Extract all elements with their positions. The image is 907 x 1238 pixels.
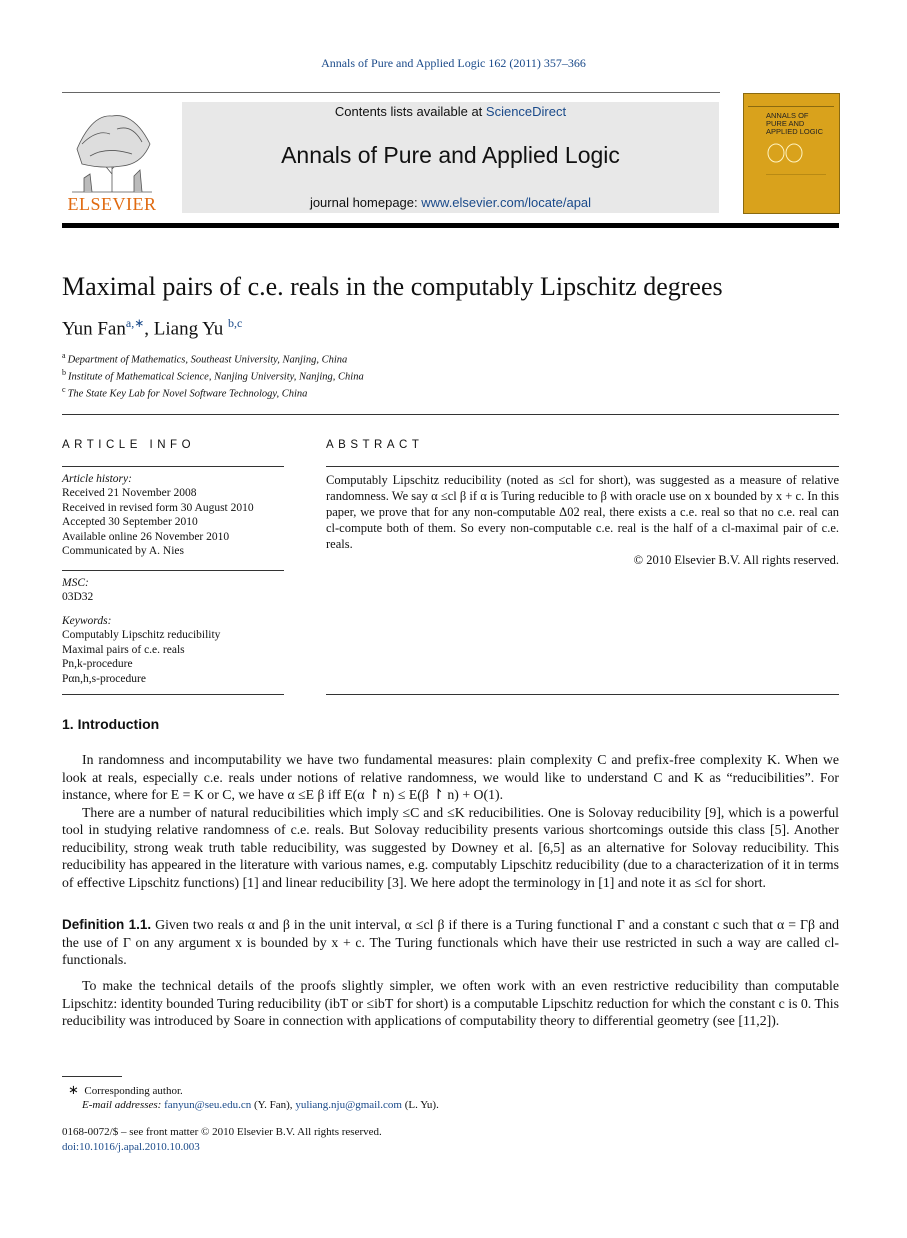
- abstract-heading: ABSTRACT: [326, 439, 424, 451]
- affiliation-text: Department of Mathematics, Southeast University, Nanjing, China: [67, 354, 348, 366]
- info-rule: [62, 466, 284, 467]
- affiliation: [62, 385, 307, 400]
- asterisk-icon: ∗: [68, 1082, 79, 1097]
- author-marks[interactable]: a,∗: [125, 316, 145, 330]
- homepage-line: [182, 195, 719, 210]
- cover-title: [766, 112, 823, 136]
- definition-label: Definition 1.1.: [62, 917, 152, 932]
- msc-block: [62, 576, 93, 605]
- corresponding-footnote: [68, 1082, 183, 1098]
- front-matter: [62, 1125, 382, 1155]
- article-title: Maximal pairs of c.e. reals in the computably Lipschitz degrees: [62, 272, 723, 301]
- corresponding-text: Corresponding author.: [84, 1085, 183, 1097]
- abstract-text: Computably Lipschitz reducibility (noted as ≤cl for short), was suggested as a measure of relative randomness. We say α ≤cl β if α is Turing reducible to β with oracle use on x bounded by x + c. In this paper, we prove that for any non-computable Δ02 real, there exists a c.e. real so that no c.e. real can cl-compute both of them. So every non-computable c.e. real is the half of a cl-maximal pair of c.e. reals.: [326, 473, 839, 551]
- abstract-rule: [326, 466, 839, 467]
- definition-text: Given two reals α and β in the unit interval, α ≤cl β if there is a Turing functional Γ and a constant c such that α = Γβ and the use of Γ on any argument x is bounded by x + c. The Turing functionals which have their use restricted in such a way are called cl-functionals.: [62, 917, 839, 967]
- email-link[interactable]: yuliang.nju@gmail.com: [295, 1099, 402, 1111]
- history-item: Accepted 30 September 2010: [62, 516, 198, 529]
- section-heading: 1. Introduction: [62, 716, 160, 732]
- keyword-item: Pαn,h,s-procedure: [62, 672, 146, 685]
- homepage-link[interactable]: www.elsevier.com/locate/apal: [421, 195, 592, 210]
- doi-link[interactable]: doi:10.1016/j.apal.2010.10.003: [62, 1141, 200, 1153]
- section-rule: [62, 414, 839, 415]
- footnote-rule: [62, 1076, 122, 1077]
- email-owner: (Y. Fan),: [253, 1099, 293, 1111]
- affiliation-text: Institute of Mathematical Science, Nanjing University, Nanjing, China: [68, 371, 364, 383]
- front-matter-text: 0168-0072/$ – see front matter © 2010 Elsevier B.V. All rights reserved.: [62, 1126, 382, 1138]
- info-rule: [62, 570, 284, 571]
- info-rule: [62, 694, 284, 695]
- cover-emblem-icon: [766, 140, 806, 166]
- elsevier-logo: [62, 104, 162, 214]
- keywords-block: [62, 614, 220, 686]
- history-item: Communicated by A. Nies: [62, 545, 185, 558]
- author-marks[interactable]: b,c: [228, 316, 243, 330]
- homepage-prefix: journal homepage:: [309, 195, 422, 210]
- cover-title-line: APPLIED LOGIC: [766, 127, 824, 136]
- article-history: [62, 472, 254, 558]
- history-item: Available online 26 November 2010: [62, 530, 230, 543]
- email-owner: (L. Yu).: [404, 1099, 439, 1111]
- header-thick-rule: [62, 223, 839, 228]
- journal-reference[interactable]: Annals of Pure and Applied Logic 162 (2011) 357–366: [321, 56, 586, 70]
- keyword-item: Computably Lipschitz reducibility: [62, 629, 221, 642]
- affiliation-mark: c: [62, 385, 66, 394]
- cover-title-line: PURE AND: [766, 119, 805, 128]
- contents-prefix: Contents lists available at: [334, 104, 486, 119]
- abstract-block: [326, 472, 839, 568]
- affiliation: [62, 368, 364, 383]
- author-name: Liang Yu: [153, 318, 224, 340]
- affiliation-mark: a: [62, 351, 66, 360]
- keyword-item: Pn,k-procedure: [62, 658, 133, 671]
- intro-body-2: [62, 977, 839, 1030]
- affiliation: [62, 351, 347, 366]
- definition-block: [62, 916, 839, 969]
- cover-title-line: ANNALS OF: [766, 111, 809, 120]
- journal-banner: [182, 102, 719, 213]
- author-name: Yun Fan: [62, 318, 126, 340]
- cover-header-bar: [748, 98, 834, 107]
- intro-body: [62, 751, 839, 891]
- publisher-name: ELSEVIER: [67, 194, 157, 214]
- cover-text-block: [766, 174, 826, 197]
- sciencedirect-link[interactable]: ScienceDirect: [485, 104, 567, 119]
- abstract-copyright: © 2010 Elsevier B.V. All rights reserved.: [633, 553, 839, 567]
- history-item: Received 21 November 2008: [62, 487, 197, 500]
- msc-code: 03D32: [62, 591, 94, 604]
- header-rule: [62, 92, 720, 93]
- email-label: E-mail addresses:: [82, 1099, 162, 1111]
- email-footnote: [82, 1099, 439, 1111]
- email-link[interactable]: fanyun@seu.edu.cn: [164, 1099, 252, 1111]
- affiliation-text: The State Key Lab for Novel Software Technology, China: [67, 388, 308, 400]
- affiliation-mark: b: [62, 368, 66, 377]
- history-label: Article history:: [62, 473, 132, 485]
- keywords-label: Keywords:: [62, 615, 112, 627]
- article-info-heading: ARTICLE INFO: [62, 439, 196, 451]
- keyword-item: Maximal pairs of c.e. reals: [62, 643, 185, 656]
- author-list: Yun Fan$^{a,∗}$, Liang Yu $^{b,c}$: [62, 316, 243, 340]
- journal-title: Annals of Pure and Applied Logic: [281, 142, 620, 168]
- paragraph: There are a number of natural reducibilities which imply ≤C and ≤K reducibilities. One is Solovay reducibility [9], which is a powerful tool in studying relative randomness of c.e. reals. But Solovay reducibility presents various shortcomings outside this class [5]. Another reducibility, strong weak truth table reducibility, was suggested by Downey et al. [6,5] as an alternative for Solovay reducibility. This reducibility has appeared in the literature with various names, e.g. computably Lipschitz reducibility (due to a characterization of it in terms of effective Lipschitz functions) [1] and linear reducibility [3]. We here adopt the terminology in [1] and note it as ≤cl for short.: [62, 804, 839, 890]
- history-item: Received in revised form 30 August 2010: [62, 501, 254, 514]
- abstract-rule: [326, 694, 839, 695]
- paragraph: In randomness and incomputability we have two fundamental measures: plain complexity C and prefix-free complexity K. When we look at reals, especially c.e. reals under notions of relative randomness, we would like to understand C and K as “reducibilities”. For instance, where for E = K or C, we have α ≤E β iff E(α ↾ n) ≤ E(β ↾ n) + O(1).: [62, 752, 839, 802]
- contents-line: [182, 104, 719, 119]
- journal-cover[interactable]: [743, 93, 840, 214]
- paragraph: To make the technical details of the proofs slightly simpler, we often work with an even restrictive reducibility than computable Lipschitz: identity bounded Turing reducibility (ibT or ≤ibT for short) is a computable Lipschitz reduction for which the constant c is 0. This reducibility was introduced by Soare in connection with applications of computability theory to differential geometry (see [11,2]).: [62, 978, 839, 1028]
- msc-label: MSC:: [62, 577, 89, 589]
